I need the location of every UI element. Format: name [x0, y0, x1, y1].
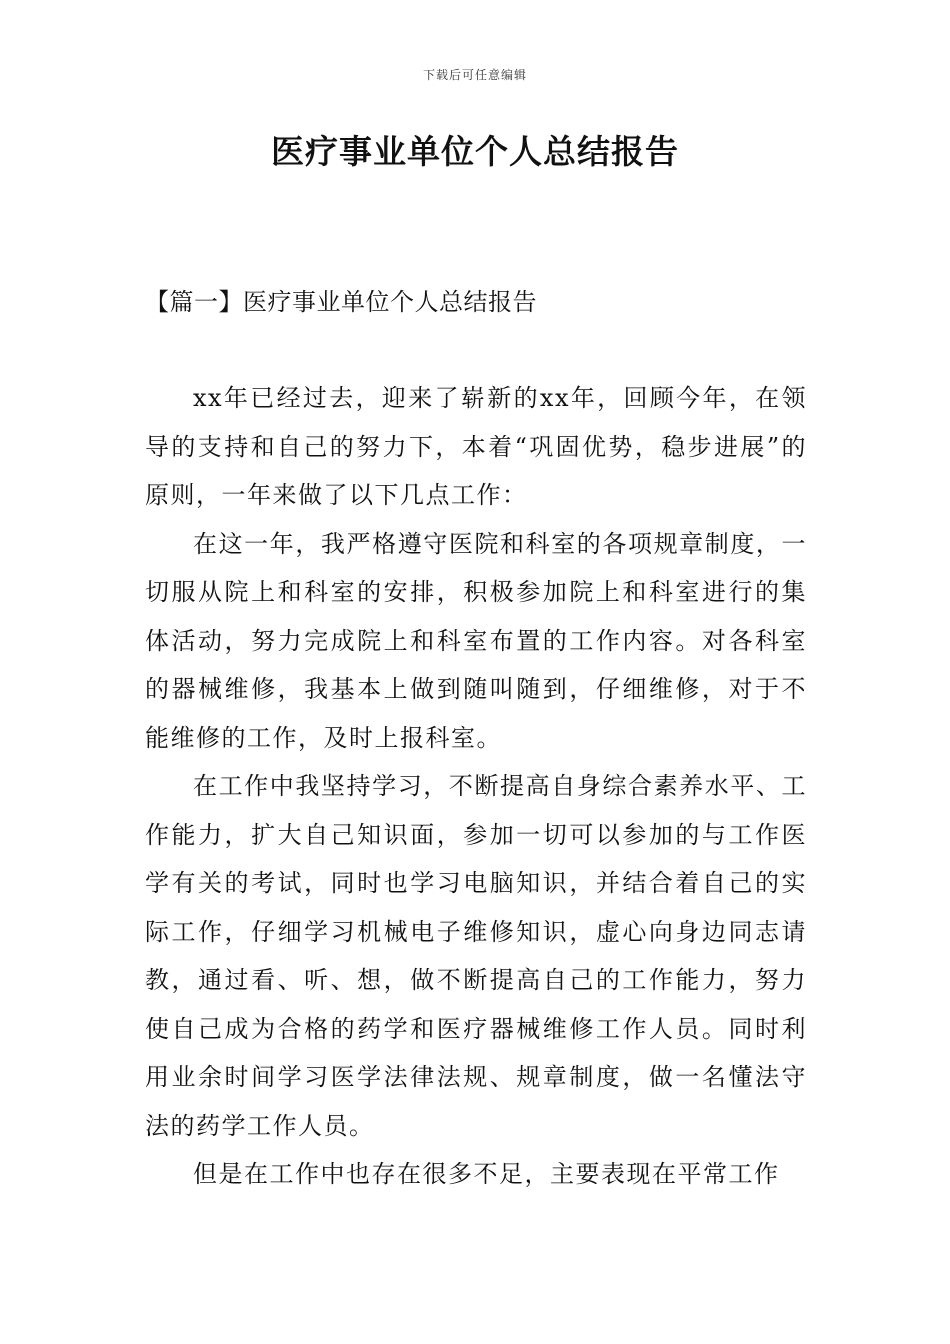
paragraph: 在工作中我坚持学习，不断提高自身综合素养水平、工作能力，扩大自己知识面，参加一切可以参加的与工作医学有关的考试，同时也学习电脑知识，并结合着自己的实际工作，仔细学习机械电子维修知识，虚心向身边同志请教，通过看、听、想，做不断提高自己的工作能力，努力使自己成为合格的药学和医疗器械维修工作人员。同时利用业余时间学习医学法律法规、规章制度，做一名懂法守法的药学工作人员。	[145, 772, 807, 1140]
paragraph: 在这一年，我严格遵守医院和科室的各项规章制度，一切服从院上和科室的安排，积极参加院上和科室进行的集体活动，努力完成院上和科室布置的工作内容。对各科室的器械维修，我基本上做到随叫随到，仔细维修，对于不能维修的工作，及时上报科室。	[145, 529, 807, 752]
document-title: 医疗事业单位个人总结报告	[271, 132, 679, 171]
document-body	[145, 374, 807, 1199]
header-note: 下载后可任意编辑	[422, 68, 527, 82]
paragraph: 但是在工作中也存在很多不足，主要表现在平常工作	[193, 1160, 780, 1188]
paragraph: xx年已经过去，迎来了崭新的xx年，回顾今年，在领导的支持和自己的努力下，本着“巩固优势，稳步进展”的原则，一年来做了以下几点工作：	[145, 384, 807, 509]
section-heading: 【篇一】医疗事业单位个人总结报告	[145, 288, 537, 316]
